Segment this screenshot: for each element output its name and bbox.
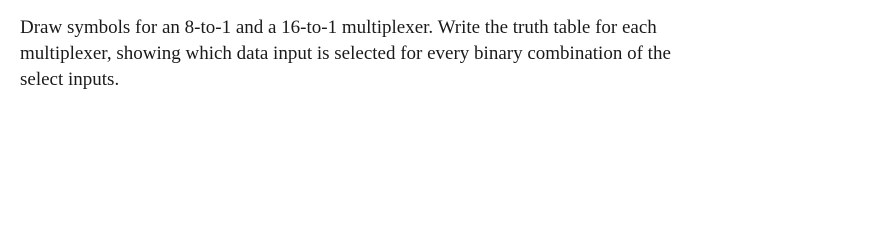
question-line-3: select inputs. [20, 69, 120, 90]
question-line-2: multiplexer, showing which data input is selected for every binary combination of the [20, 43, 671, 64]
question-line-1: Draw symbols for an 8-to-1 and a 16-to-1 multiplexer. Write the truth table for each [20, 17, 657, 38]
question-text [20, 15, 860, 93]
